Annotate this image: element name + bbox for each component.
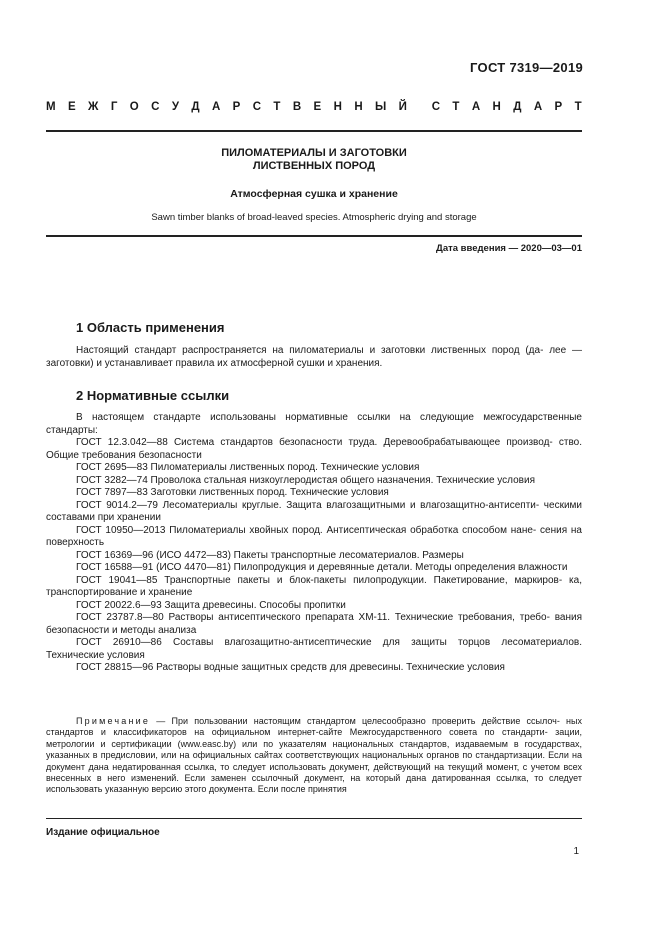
footer-rule xyxy=(46,818,582,819)
page-number: 1 xyxy=(573,846,579,857)
reference-item: ГОСТ 23787.8—80 Растворы антисептического препарата ХМ-11. Технические требования, требо- вания безопасности и методы анализа xyxy=(46,612,582,636)
note-text: — При пользовании настоящим стандартом целесообразно проверить действие ссылоч- ных стандартов и классификаторов на официальном интернет-сайте Межгосударственного совета по стандарти- зации, метрологии и сертификации (www.easc.by) или по указателям национальных стандартов, издаваемым в государствах, указанных в предисловии, или на официальных сайтах соответствующих национальных органов по стандартизации. Если на документ дана недатированная ссылка, то следует использовать документ, действующий на текущий момент, с учетом всех внесенных в него изменений. Если заменен ссылочный документ, на который дана датированная ссылка, то следует использовать указанную версию этого документа. Если после принятия xyxy=(46,716,582,795)
normative-references-note xyxy=(46,716,582,796)
banner-letter: С xyxy=(431,101,441,113)
official-edition-label: Издание официальное xyxy=(46,827,160,838)
banner-letter: С xyxy=(252,101,262,113)
banner-letter: Т xyxy=(273,101,281,113)
reference-item: ГОСТ 16588—91 (ИСО 4470—81) Пилопродукция и деревянные детали. Методы определения влажности xyxy=(76,562,568,573)
introduction-date: Дата введения — 2020—03—01 xyxy=(436,243,582,254)
note-label: Примечание xyxy=(76,716,151,726)
reference-item: ГОСТ 7897—83 Заготовки лиственных пород. Технические условия xyxy=(76,487,389,498)
banner-letter: Р xyxy=(554,101,563,113)
banner-letter: Й xyxy=(398,101,407,113)
banner-letter: С xyxy=(151,101,160,113)
banner-letter: Н xyxy=(492,101,501,113)
title-rule xyxy=(46,235,582,237)
banner-letter: А xyxy=(533,101,543,113)
section-2-intro: В настоящем стандарте использованы нормативные ссылки на следующие межгосударственные стандарты: xyxy=(46,412,582,436)
banner-letter: А xyxy=(471,101,481,113)
document-title-line1: ПИЛОМАТЕРИАЛЫ И ЗАГОТОВКИ xyxy=(221,147,407,159)
banner-letter: Н xyxy=(333,101,342,113)
reference-item: ГОСТ 19041—85 Транспортные пакеты и блок-пакеты пилопродукции. Пакетирование, маркиров- ка, транспортирование и хранение xyxy=(46,574,582,598)
document-title-line2: ЛИСТВЕННЫХ ПОРОД xyxy=(252,160,376,172)
banner-letter: М xyxy=(46,101,56,113)
reference-item: ГОСТ 16369—96 (ИСО 4472—83) Пакеты транспортные лесоматериалов. Размеры xyxy=(76,549,464,561)
banner-letter: Е xyxy=(313,101,322,113)
banner-letter: Н xyxy=(354,101,363,113)
banner-letter: Т xyxy=(574,101,582,113)
banner-letter: Е xyxy=(67,101,76,113)
section-2-heading: 2 Нормативные ссылки xyxy=(76,388,230,403)
reference-item: ГОСТ 2695—83 Пиломатериалы лиственных пород. Технические условия xyxy=(76,462,420,473)
section-2-body xyxy=(46,412,582,675)
reference-item: ГОСТ 3282—74 Проволока стальная низкоуглеродистая общего назначения. Технические условия xyxy=(76,474,535,486)
banner-letter: В xyxy=(292,101,302,113)
english-title: Sawn timber blanks of broad-leaved species. Atmospheric drying and storage xyxy=(151,212,477,223)
section-1-heading: 1 Область применения xyxy=(76,320,225,335)
reference-item: ГОСТ 12.3.042—88 Система стандартов безопасности труда. Деревообрабатывающее производ- ство. Общие требования безопасности xyxy=(46,437,582,461)
banner-letter: У xyxy=(171,101,179,113)
banner-letter: Р xyxy=(232,101,241,113)
reference-item: ГОСТ 9014.2—79 Лесоматериалы круглые. Защита влагозащитными и влагозащитно-антисепти- ческими составами при хранении xyxy=(46,499,582,523)
banner-letter: О xyxy=(129,101,139,113)
banner-letter: Ж xyxy=(88,101,99,113)
banner-letter: Т xyxy=(452,101,460,113)
banner-letter: Ы xyxy=(375,101,387,113)
reference-item: ГОСТ 28815—96 Растворы водные защитных средств для древесины. Технические условия xyxy=(76,662,505,673)
section-1-text: Настоящий стандарт распространяется на пиломатериалы и заготовки лиственных пород (да- лее — заготовки) и устанавливает правила их атмосферной сушки и хранения. xyxy=(46,345,582,369)
reference-item: ГОСТ 10950—2013 Пиломатериалы хвойных пород. Антисептическая обработка способом нане- сения на поверхность xyxy=(46,524,582,548)
reference-item: ГОСТ 26910—86 Составы влагозащитно-антисептические для защиты торцов лесоматериалов. Технические условия xyxy=(46,637,582,661)
banner-letter: А xyxy=(211,101,221,113)
banner-letter: Г xyxy=(110,101,118,113)
banner-letter: Д xyxy=(513,101,522,113)
banner-letter: Д xyxy=(191,101,200,113)
reference-item: ГОСТ 20022.6—93 Защита древесины. Способы пропитки xyxy=(76,599,346,611)
interstate-standard-banner xyxy=(46,101,582,113)
standard-code: ГОСТ 7319—2019 xyxy=(470,60,583,75)
document-subtitle: Атмосферная сушка и хранение xyxy=(230,188,398,200)
header-rule xyxy=(46,130,582,132)
